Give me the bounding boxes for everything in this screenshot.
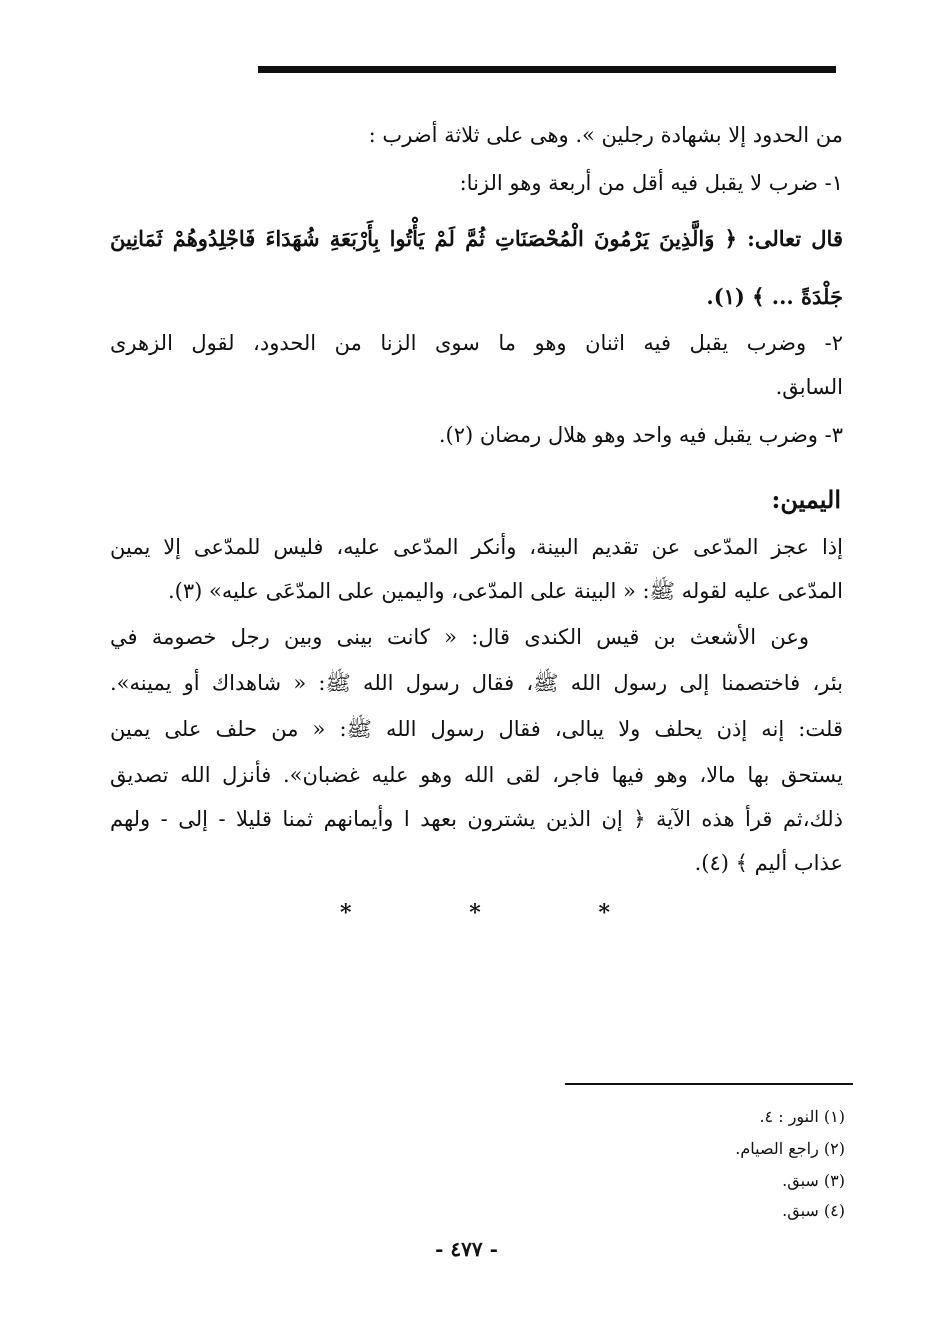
footnote: (٤) سبق.: [782, 1201, 845, 1220]
section-line: إذا عجز المدّعى عن تقديم البينة، وأنكر المدّعى عليه، فليس للمدّعى إلا يمين: [110, 535, 843, 559]
top-rule: [258, 66, 836, 73]
footnote: (١) النور : ٤.: [759, 1107, 845, 1126]
body-line: من الحدود إلا بشهادة رجلين ». وهى على ثلاثة أضرب :: [368, 123, 843, 147]
footnote: (٣) سبق.: [782, 1171, 845, 1190]
footnote: (٢) راجع الصيام.: [735, 1139, 845, 1158]
section-line: عذاب أليم ﴾ (٤).: [694, 851, 843, 875]
section-line: المدّعى عليه لقوله ﷺ: « البينة على المدّعى، واليمين على المدّعَى عليه» (٣).: [168, 579, 843, 603]
section-separator: [340, 900, 610, 926]
separator-star: *: [340, 900, 352, 926]
section-heading: اليمين:: [771, 485, 841, 514]
section-line: بئر، فاختصمنا إلى رسول الله ﷺ، فقال رسول الله ﷺ: « شاهداك أو يمينه».: [110, 671, 843, 695]
footnote-rule: [565, 1083, 853, 1085]
body-line: السابق.: [775, 375, 843, 399]
section-line: يستحق بها مالا، وهو فيها فاجر، لقى الله وهو عليه غضبان». فأنزل الله تصديق: [110, 763, 843, 787]
section-line: قلت: إنه إذن يحلف ولا يبالى، فقال رسول الله ﷺ: « من حلف على يمين: [110, 717, 843, 741]
section-line: وعن الأشعث بن قيس الكندى قال: « كانت بينى وبين رجل خصومة في: [110, 625, 809, 649]
body-line: ٢- وضرب يقبل فيه اثنان وهو ما سوى الزنا من الحدود، لقول الزهرى: [110, 331, 843, 355]
page-number: - ٤٧٧ -: [435, 1237, 498, 1261]
verse-line: جَلْدَةً ... ﴾ (١).: [706, 284, 843, 309]
separator-star: *: [598, 900, 610, 926]
body-line: ٣- وضرب يقبل فيه واحد وهو هلال رمضان (٢).: [438, 423, 843, 447]
body-line: ١- ضرب لا يقبل فيه أقل من أربعة وهو الزنا:: [459, 171, 843, 195]
section-line: ذلك،ثم قرأ هذه الآية ﴿ إن الذين يشترون بعهد ا وأيمانهم ثمنا قليلا - إلى - ولهم: [110, 807, 843, 831]
verse-line: قال تعالى: ﴿ وَالَّذِينَ يَرْمُونَ الْمُحْصَنَاتِ ثُمَّ لَمْ يَأْتُوا بِأَرْبَعَةِ شُهَدَاءَ فَاجْلِدُوهُمْ ثَمَانِينَ: [110, 226, 843, 251]
separator-star: *: [469, 900, 481, 926]
